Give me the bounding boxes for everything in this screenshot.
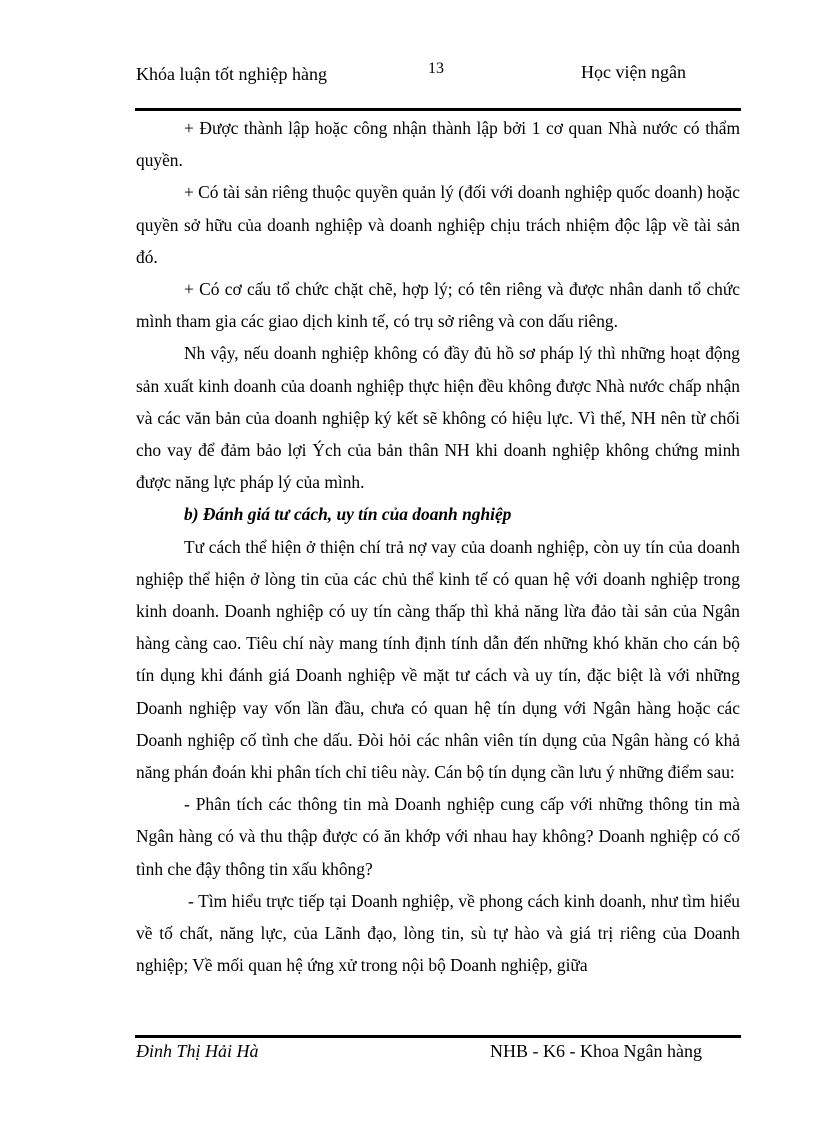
paragraph-2: + Có tài sản riêng thuộc quyền quản lý (đối với doanh nghiệp quốc doanh) hoặc quyền sở hữu của doanh nghiệp và doanh nghiệp chịu trách nhiệm độc lập về tài sản đó.	[136, 182, 740, 267]
footer-class: NHB - K6 - Khoa Ngân hàng	[490, 1041, 702, 1061]
paragraph-3: + Có cơ cấu tổ chức chặt chẽ, hợp lý; có tên riêng và được nhân danh tổ chức mình tham gia các giao dịch kinh tế, có trụ sở riêng và con dấu riêng.	[136, 279, 740, 332]
paragraph-1: + Được thành lập hoặc công nhận thành lập bởi 1 cơ quan Nhà nước có thẩm quyền.	[136, 118, 740, 171]
paragraph-4: Nh vậy, nếu doanh nghiệp không có đầy đủ hồ sơ pháp lý thì những hoạt động sản xuất kinh doanh của doanh nghiệp thực hiện đều không được Nhà nước chấp nhận và các văn bản của doanh nghiệp ký kết sẽ không có hiệu lực. Vì thế, NH nên từ chối cho vay để đảm bảo lợi Ých của bản thân NH khi doanh nghiệp không chứng minh được năng lực pháp lý của mình.	[136, 343, 740, 493]
header-right: Học viện ngân	[581, 62, 686, 82]
section-heading: b) Đánh giá tư cách, uy tín của doanh nghiệp	[184, 504, 512, 525]
paragraph-6: - Phân tích các thông tin mà Doanh nghiệp cung cấp với những thông tin mà Ngân hàng có và thu thập được có ăn khớp với nhau hay không? Doanh nghiệp có cố tình che đậy thông tin xấu không?	[136, 794, 740, 879]
page-number: 13	[428, 60, 444, 77]
footer-author: Đinh Thị Hải Hà	[136, 1041, 259, 1061]
body-text	[136, 112, 740, 981]
footer-rule	[135, 1035, 741, 1038]
header-left: Khóa luận tốt nghiệp hàng	[136, 64, 327, 84]
header-rule	[135, 108, 741, 111]
paragraph-7: - Tìm hiểu trực tiếp tại Doanh nghiệp, về phong cách kinh doanh, như tìm hiểu về tố chất, năng lực, của Lãnh đạo, lòng tin, sù tự hào và giá trị riêng của Doanh nghiệp; Về mối quan hệ ứng xử trong nội bộ Doanh nghiệp, giữa	[136, 890, 740, 976]
paragraph-5: Tư cách thể hiện ở thiện chí trả nợ vay của doanh nghiệp, còn uy tín của doanh nghiệp thể hiện ở lòng tin của các chủ thể kinh tế có quan hệ với doanh nghiệp trong kinh doanh. Doanh nghiệp có uy tín càng thấp thì khả năng lừa đảo tài sản của Ngân hàng càng cao. Tiêu chí này mang tính định tính dẫn đến những khó khăn cho cán bộ tín dụng khi đánh giá Doanh nghiệp về mặt tư cách và uy tín, đặc biệt là với những Doanh nghiệp vay vốn lần đầu, chưa có quan hệ tín dụng với Ngân hàng hoặc các Doanh nghiệp cố tình che dấu. Đòi hỏi các nhân viên tín dụng của Ngân hàng có khả năng phán đoán khi phân tích chỉ tiêu này. Cán bộ tín dụng cần lưu ý những điểm sau:	[136, 536, 740, 783]
